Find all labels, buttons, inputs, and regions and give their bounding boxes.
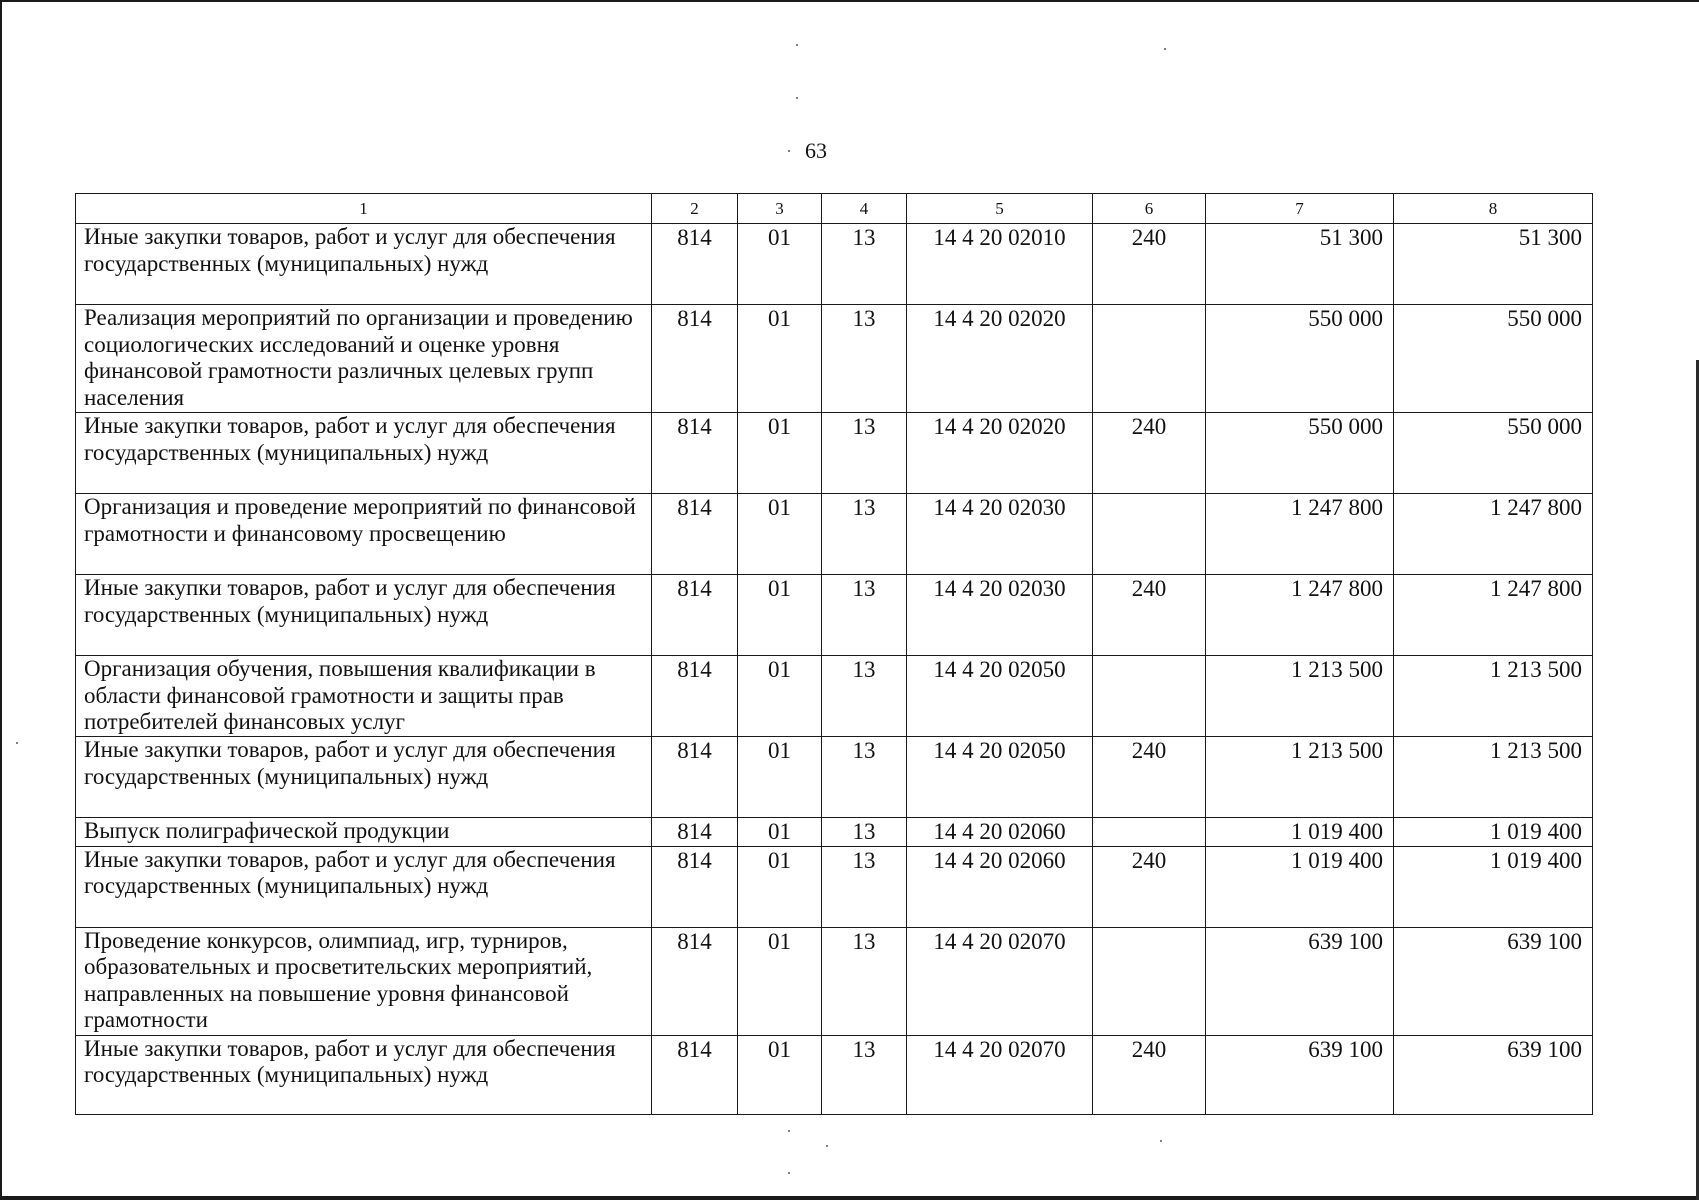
scan-speck	[1160, 1140, 1162, 1142]
cell-admin-code: 814	[652, 656, 738, 737]
cell-amount-7: 639 100	[1206, 927, 1394, 1035]
cell-amount-8: 1 019 400	[1394, 818, 1593, 847]
cell-admin-code: 814	[652, 927, 738, 1035]
cell-amount-7: 1 019 400	[1206, 818, 1394, 847]
cell-expense-type: 240	[1093, 737, 1206, 818]
row-name: Иные закупки товаров, работ и услуг для обеспечения государственных (муниципальных) нужд	[76, 413, 652, 494]
cell-expense-type: 240	[1093, 224, 1206, 305]
table-row	[76, 927, 1593, 1035]
cell-section: 01	[738, 846, 822, 927]
cell-target-article: 14 4 20 02070	[907, 927, 1093, 1035]
column-header: 6	[1093, 194, 1206, 224]
scan-speck	[796, 97, 798, 99]
budget-table	[75, 193, 1593, 1115]
scan-edge-top	[0, 0, 1699, 2]
cell-target-article: 14 4 20 02050	[907, 656, 1093, 737]
cell-subsection: 13	[822, 1035, 907, 1114]
cell-target-article: 14 4 20 02030	[907, 575, 1093, 656]
table-row	[76, 1035, 1593, 1114]
table-row	[76, 656, 1593, 737]
row-name: Иные закупки товаров, работ и услуг для обеспечения государственных (муниципальных) нужд	[76, 1035, 652, 1114]
cell-section: 01	[738, 494, 822, 575]
table-row	[76, 305, 1593, 413]
cell-subsection: 13	[822, 305, 907, 413]
cell-amount-8: 1 213 500	[1394, 656, 1593, 737]
cell-subsection: 13	[822, 927, 907, 1035]
row-name: Иные закупки товаров, работ и услуг для обеспечения государственных (муниципальных) нужд	[76, 224, 652, 305]
cell-expense-type: 240	[1093, 575, 1206, 656]
column-header: 7	[1206, 194, 1394, 224]
cell-amount-7: 1 019 400	[1206, 846, 1394, 927]
cell-admin-code: 814	[652, 224, 738, 305]
cell-subsection: 13	[822, 846, 907, 927]
cell-subsection: 13	[822, 413, 907, 494]
scan-speck	[788, 150, 790, 152]
cell-expense-type	[1093, 656, 1206, 737]
cell-expense-type	[1093, 818, 1206, 847]
cell-subsection: 13	[822, 656, 907, 737]
cell-admin-code: 814	[652, 846, 738, 927]
cell-amount-8: 639 100	[1394, 1035, 1593, 1114]
cell-admin-code: 814	[652, 818, 738, 847]
table-row	[76, 575, 1593, 656]
cell-target-article: 14 4 20 02060	[907, 818, 1093, 847]
cell-target-article: 14 4 20 02050	[907, 737, 1093, 818]
column-header: 4	[822, 194, 907, 224]
scan-speck	[826, 1145, 828, 1147]
scan-speck	[1164, 48, 1166, 50]
cell-amount-7: 550 000	[1206, 413, 1394, 494]
column-header: 2	[652, 194, 738, 224]
cell-expense-type: 240	[1093, 413, 1206, 494]
cell-admin-code: 814	[652, 1035, 738, 1114]
scan-speck	[788, 1172, 790, 1174]
row-name: Выпуск полиграфической продукции	[76, 818, 652, 847]
scan-speck	[788, 1130, 790, 1132]
cell-amount-8: 550 000	[1394, 413, 1593, 494]
cell-amount-7: 1 247 800	[1206, 494, 1394, 575]
cell-expense-type	[1093, 305, 1206, 413]
cell-section: 01	[738, 818, 822, 847]
cell-admin-code: 814	[652, 737, 738, 818]
table-row	[76, 737, 1593, 818]
cell-amount-8: 1 019 400	[1394, 846, 1593, 927]
scan-speck	[16, 742, 18, 744]
cell-section: 01	[738, 737, 822, 818]
cell-target-article: 14 4 20 02010	[907, 224, 1093, 305]
row-name: Иные закупки товаров, работ и услуг для обеспечения государственных (муниципальных) нужд	[76, 737, 652, 818]
cell-amount-7: 51 300	[1206, 224, 1394, 305]
cell-target-article: 14 4 20 02060	[907, 846, 1093, 927]
scan-edge-bottom	[0, 1196, 1699, 1200]
cell-amount-7: 1 213 500	[1206, 656, 1394, 737]
cell-section: 01	[738, 1035, 822, 1114]
row-name: Реализация мероприятий по организации и проведению социологических исследований и оценке уровня финансовой грамотности различных целевых групп населения	[76, 305, 652, 413]
row-name: Проведение конкурсов, олимпиад, игр, турниров, образовательных и просветительских мероприятий, направленных на повышение уровня финансовой грамотности	[76, 927, 652, 1035]
cell-subsection: 13	[822, 224, 907, 305]
table-row	[76, 846, 1593, 927]
cell-target-article: 14 4 20 02030	[907, 494, 1093, 575]
header-row	[76, 194, 1593, 224]
cell-section: 01	[738, 224, 822, 305]
cell-subsection: 13	[822, 575, 907, 656]
cell-admin-code: 814	[652, 575, 738, 656]
column-header: 8	[1394, 194, 1593, 224]
column-header: 1	[76, 194, 652, 224]
scan-edge-left	[0, 0, 2, 1200]
cell-target-article: 14 4 20 02020	[907, 305, 1093, 413]
table-row	[76, 818, 1593, 847]
row-name: Иные закупки товаров, работ и услуг для обеспечения государственных (муниципальных) нужд	[76, 846, 652, 927]
cell-subsection: 13	[822, 494, 907, 575]
row-name: Организация обучения, повышения квалификации в области финансовой грамотности и защиты прав потребителей финансовых услуг	[76, 656, 652, 737]
cell-section: 01	[738, 927, 822, 1035]
table-row	[76, 494, 1593, 575]
cell-amount-8: 550 000	[1394, 305, 1593, 413]
scan-speck	[796, 44, 798, 46]
cell-section: 01	[738, 413, 822, 494]
cell-amount-8: 51 300	[1394, 224, 1593, 305]
table-row	[76, 413, 1593, 494]
cell-section: 01	[738, 305, 822, 413]
row-name: Иные закупки товаров, работ и услуг для обеспечения государственных (муниципальных) нужд	[76, 575, 652, 656]
cell-amount-7: 550 000	[1206, 305, 1394, 413]
cell-amount-8: 1 247 800	[1394, 575, 1593, 656]
cell-expense-type: 240	[1093, 1035, 1206, 1114]
cell-amount-8: 1 213 500	[1394, 737, 1593, 818]
cell-amount-7: 1 213 500	[1206, 737, 1394, 818]
column-header: 5	[907, 194, 1093, 224]
cell-subsection: 13	[822, 737, 907, 818]
row-name: Организация и проведение мероприятий по финансовой грамотности и финансовому просвещению	[76, 494, 652, 575]
cell-target-article: 14 4 20 02070	[907, 1035, 1093, 1114]
cell-subsection: 13	[822, 818, 907, 847]
cell-amount-7: 639 100	[1206, 1035, 1394, 1114]
cell-section: 01	[738, 656, 822, 737]
cell-amount-8: 639 100	[1394, 927, 1593, 1035]
cell-target-article: 14 4 20 02020	[907, 413, 1093, 494]
cell-expense-type: 240	[1093, 846, 1206, 927]
cell-section: 01	[738, 575, 822, 656]
cell-amount-7: 1 247 800	[1206, 575, 1394, 656]
cell-amount-8: 1 247 800	[1394, 494, 1593, 575]
table-row	[76, 224, 1593, 305]
cell-admin-code: 814	[652, 413, 738, 494]
cell-admin-code: 814	[652, 494, 738, 575]
cell-expense-type	[1093, 927, 1206, 1035]
cell-expense-type	[1093, 494, 1206, 575]
page-number: 63	[805, 138, 827, 163]
cell-admin-code: 814	[652, 305, 738, 413]
column-header: 3	[738, 194, 822, 224]
